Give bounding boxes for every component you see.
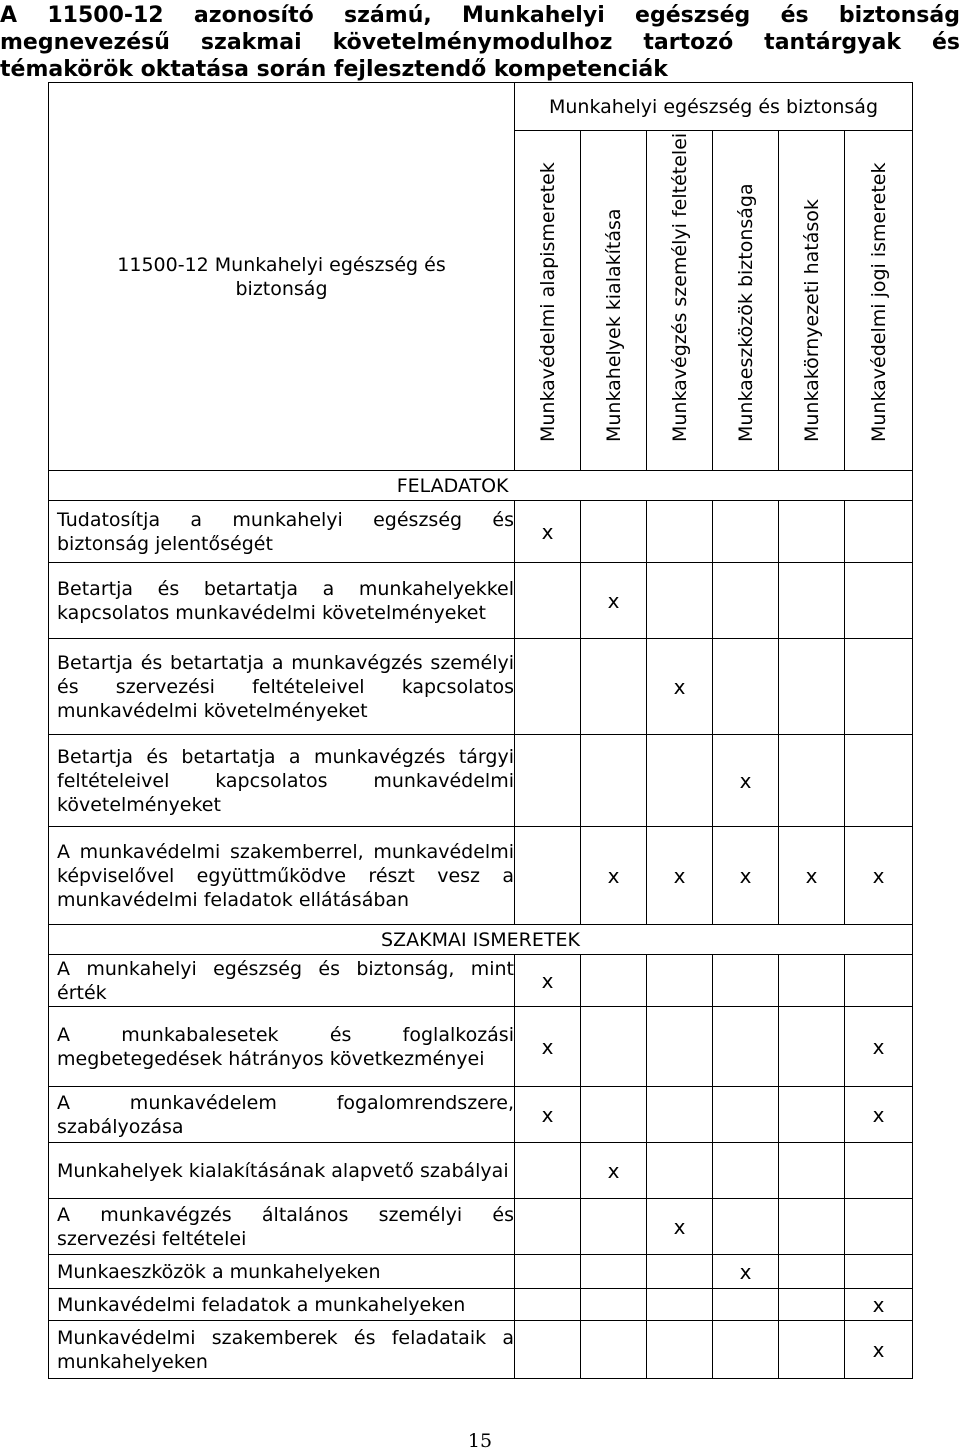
check-mark: x (673, 674, 686, 699)
column-environment-effects-cell (779, 1289, 845, 1321)
column-legal-knowledge-cell (845, 1199, 913, 1255)
check-mark: x (872, 863, 885, 888)
column-basics-cell (515, 955, 581, 1007)
column-equipment-safety-header (713, 131, 779, 471)
check-mark: x (541, 1034, 554, 1059)
table-row (49, 563, 913, 639)
check-mark: x (872, 1034, 885, 1059)
table-row (49, 1087, 913, 1143)
table-row (49, 501, 913, 563)
column-personal-conditions-cell (647, 1087, 713, 1143)
column-workplaces-cell (581, 955, 647, 1007)
check-mark: x (673, 1214, 686, 1239)
section-label-knowledge: SZAKMAI ISMERETEK (49, 925, 913, 955)
row-label: A munkahelyi egészség és biztonság, mint érték (49, 955, 515, 1007)
table-row (49, 955, 913, 1007)
column-basics-header (515, 131, 581, 471)
subject-header: Munkahelyi egészség és biztonság (515, 83, 913, 131)
column-equipment-safety-cell (713, 1199, 779, 1255)
column-workplaces-cell (581, 1289, 647, 1321)
table-row (49, 639, 913, 735)
column-personal-conditions-cell (647, 827, 713, 925)
column-personal-conditions-cell (647, 1255, 713, 1289)
column-equipment-safety-cell (713, 1289, 779, 1321)
column-workplaces-cell (581, 501, 647, 563)
column-equipment-safety-cell (713, 827, 779, 925)
row-label: A munkavédelmi szakemberrel, munkavédelmi képviselővel együttműködve részt vesz a munkavédelmi feladatok ellátásában (49, 827, 515, 925)
column-legal-knowledge-cell (845, 1289, 913, 1321)
column-legal-knowledge-cell (845, 1007, 913, 1087)
column-workplaces-cell (581, 1087, 647, 1143)
column-workplaces-cell (581, 735, 647, 827)
column-equipment-safety-cell (713, 1255, 779, 1289)
column-personal-conditions-header (647, 131, 713, 471)
column-personal-conditions-cell (647, 735, 713, 827)
column-equipment-safety-label: Munkaeszközök biztonsága (734, 183, 757, 442)
table-row (49, 1199, 913, 1255)
column-workplaces-cell (581, 1143, 647, 1199)
column-basics-cell (515, 1289, 581, 1321)
column-basics-cell (515, 1199, 581, 1255)
module-label-cell (49, 83, 515, 471)
check-mark: x (607, 588, 620, 613)
row-label: A munkavégzés általános személyi és szervezési feltételei (49, 1199, 515, 1255)
column-workplaces-cell (581, 639, 647, 735)
column-environment-effects-cell (779, 827, 845, 925)
column-environment-effects-cell (779, 1255, 845, 1289)
row-label: Betartja és betartatja a munkavégzés személyi és szervezési feltételeivel kapcsolatos munkavédelmi követelményeket (49, 639, 515, 735)
column-workplaces-cell (581, 563, 647, 639)
column-basics-cell (515, 1007, 581, 1087)
column-basics-cell (515, 827, 581, 925)
column-legal-knowledge-cell (845, 827, 913, 925)
column-environment-effects-cell (779, 1007, 845, 1087)
column-legal-knowledge-cell (845, 735, 913, 827)
table-row (49, 735, 913, 827)
column-legal-knowledge-cell (845, 563, 913, 639)
column-personal-conditions-label: Munkavégzés személyi feltételei (668, 132, 691, 442)
column-personal-conditions-cell (647, 955, 713, 1007)
column-workplaces-cell (581, 1321, 647, 1379)
table-row (49, 1007, 913, 1087)
check-mark: x (541, 1102, 554, 1127)
section-row-tasks (49, 471, 913, 501)
check-mark: x (541, 519, 554, 544)
document-title: A 11500-12 azonosító számú, Munkahelyi egészség és biztonság megnevezésű szakmai követelménymodulhoz tartozó tantárgyak és témakörök oktatása során fejlesztendő kompetenciák (0, 3, 960, 82)
column-equipment-safety-cell (713, 1321, 779, 1379)
row-label: Betartja és betartatja a munkavégzés tárgyi feltételeivel kapcsolatos munkavédelmi követelményeket (49, 735, 515, 827)
row-label: Munkahelyek kialakításának alapvető szabályai (49, 1143, 515, 1199)
column-environment-effects-cell (779, 1199, 845, 1255)
column-basics-cell (515, 639, 581, 735)
column-personal-conditions-cell (647, 1289, 713, 1321)
table-row (49, 1289, 913, 1321)
column-personal-conditions-cell (647, 1321, 713, 1379)
competency-table (48, 82, 913, 1379)
check-mark: x (872, 1102, 885, 1127)
column-equipment-safety-cell (713, 735, 779, 827)
column-basics-cell (515, 501, 581, 563)
column-personal-conditions-cell (647, 1143, 713, 1199)
section-row-knowledge (49, 925, 913, 955)
column-environment-effects-cell (779, 955, 845, 1007)
column-environment-effects-cell (779, 1143, 845, 1199)
check-mark: x (607, 1158, 620, 1183)
column-basics-cell (515, 1087, 581, 1143)
column-workplaces-cell (581, 1007, 647, 1087)
check-mark: x (739, 1259, 752, 1284)
section-filler (515, 471, 913, 501)
column-personal-conditions-cell (647, 501, 713, 563)
row-label: Tudatosítja a munkahelyi egészség és biztonság jelentőségét (49, 501, 515, 563)
row-label: Betartja és betartatja a munkahelyekkel kapcsolatos munkavédelmi követelményeket (49, 563, 515, 639)
column-equipment-safety-cell (713, 1143, 779, 1199)
column-environment-effects-cell (779, 1321, 845, 1379)
column-personal-conditions-cell (647, 639, 713, 735)
column-workplaces-cell (581, 1255, 647, 1289)
column-basics-cell (515, 735, 581, 827)
column-workplaces-header (581, 131, 647, 471)
row-label: A munkabalesetek és foglalkozási megbetegedések hátrányos következményei (49, 1007, 515, 1087)
column-legal-knowledge-cell (845, 1143, 913, 1199)
column-environment-effects-cell (779, 501, 845, 563)
column-environment-effects-cell (779, 735, 845, 827)
column-legal-knowledge-cell (845, 501, 913, 563)
column-basics-cell (515, 1321, 581, 1379)
column-equipment-safety-cell (713, 1087, 779, 1143)
column-legal-knowledge-cell (845, 1321, 913, 1379)
table-row (49, 1321, 913, 1379)
column-environment-effects-header (779, 131, 845, 471)
table-row (49, 1143, 913, 1199)
column-legal-knowledge-cell (845, 639, 913, 735)
column-personal-conditions-cell (647, 1007, 713, 1087)
column-personal-conditions-cell (647, 563, 713, 639)
module-label: 11500-12 Munkahelyi egészség és biztonság (117, 253, 446, 300)
column-legal-knowledge-cell (845, 1087, 913, 1143)
column-basics-cell (515, 563, 581, 639)
column-basics-cell (515, 1255, 581, 1289)
check-mark: x (872, 1292, 885, 1317)
check-mark: x (541, 968, 554, 993)
check-mark: x (739, 768, 752, 793)
column-basics-label: Munkavédelmi alapismeretek (536, 162, 559, 442)
column-environment-effects-cell (779, 639, 845, 735)
check-mark: x (607, 863, 620, 888)
column-legal-knowledge-cell (845, 1255, 913, 1289)
column-equipment-safety-cell (713, 639, 779, 735)
row-label: Munkavédelmi feladatok a munkahelyeken (49, 1289, 515, 1321)
column-personal-conditions-cell (647, 1199, 713, 1255)
column-environment-effects-label: Munkakörnyezeti hatások (800, 199, 823, 442)
column-environment-effects-cell (779, 1087, 845, 1143)
row-label: Munkavédelmi szakemberek és feladataik a munkahelyeken (49, 1321, 515, 1379)
column-equipment-safety-cell (713, 501, 779, 563)
column-environment-effects-cell (779, 563, 845, 639)
check-mark: x (739, 863, 752, 888)
column-legal-knowledge-label: Munkavédelmi jogi ismeretek (867, 162, 890, 442)
section-label-tasks: FELADATOK (49, 471, 515, 501)
column-workplaces-label: Munkahelyek kialakítása (602, 208, 625, 442)
row-label: A munkavédelem fogalomrendszere, szabályozása (49, 1087, 515, 1143)
column-equipment-safety-cell (713, 955, 779, 1007)
check-mark: x (673, 863, 686, 888)
table-row (49, 827, 913, 925)
row-label: Munkaeszközök a munkahelyeken (49, 1255, 515, 1289)
check-mark: x (805, 863, 818, 888)
column-equipment-safety-cell (713, 563, 779, 639)
check-mark: x (872, 1337, 885, 1362)
column-basics-cell (515, 1143, 581, 1199)
column-equipment-safety-cell (713, 1007, 779, 1087)
column-legal-knowledge-cell (845, 955, 913, 1007)
page-number: 15 (467, 1430, 493, 1452)
column-legal-knowledge-header (845, 131, 913, 471)
table-row (49, 1255, 913, 1289)
column-workplaces-cell (581, 827, 647, 925)
column-workplaces-cell (581, 1199, 647, 1255)
